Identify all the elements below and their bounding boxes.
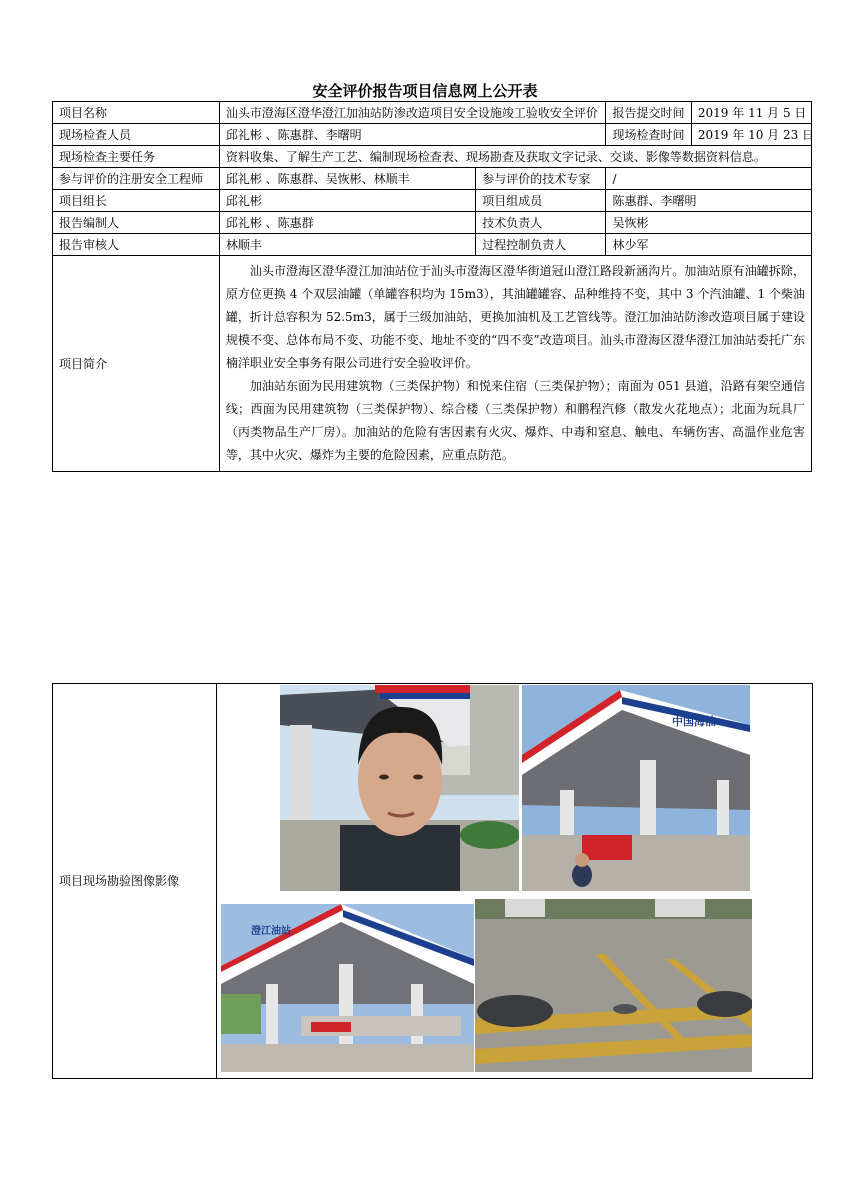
tech-value: 吴恢彬 (606, 212, 812, 234)
inspect-time-label: 现场检查时间 (606, 124, 691, 146)
intro-paragraph-1: 汕头市澄海区澄华澄江加油站位于汕头市澄海区澄华街道冠山澄江路段新涵沟片。加油站原有油罐拆除，原方位更换 4 个双层油罐（单罐容积均为 15m3），其油罐罐容、品种维持不变，其中 3 个汽油罐、1 个柴油罐，折计总容积为 52.5m3，属于三级加油站，更换加油机及工艺管线等。澄江加油站防渗改造项目属于建设规模不变、总体布局不变、功能不变、地址不变的“四不变”改造项目。汕头市澄海区澄华澄江加油站委托广东楠洋职业安全事务有限公司进行安全验收评价。 (225, 264, 805, 370)
leader-value: 邱礼彬 (219, 190, 475, 212)
photo-selfie (280, 685, 519, 891)
project-name-value: 汕头市澄海区澄华澄江加油站防渗改造项目安全设施竣工验收安全评价 (219, 102, 606, 124)
reviewer-label: 报告审核人 (53, 234, 220, 256)
submit-time-value: 2019 年 11 月 5 日 (691, 102, 811, 124)
leader-label: 项目组长 (53, 190, 220, 212)
process-value: 林少军 (606, 234, 812, 256)
tasks-label: 现场检查主要任务 (53, 146, 220, 168)
photo2-sign-text: 中国海油 (672, 714, 716, 728)
photo-canopy-2 (221, 904, 474, 1072)
reviewer-value: 林顺丰 (219, 234, 475, 256)
photo3-sign-text: 澄江油站 (251, 925, 291, 937)
process-label: 过程控制负责人 (476, 234, 606, 256)
project-name-label: 项目名称 (53, 102, 220, 124)
inspectors-label: 现场检查人员 (53, 124, 220, 146)
writers-value: 邱礼彬 、陈惠群 (219, 212, 475, 234)
photo-canopy-1 (522, 685, 750, 891)
experts-label: 参与评价的技术专家 (476, 168, 606, 190)
inspect-time-value: 2019 年 10 月 23 日 (691, 124, 811, 146)
tasks-value: 资料收集、了解生产工艺、编制现场检查表、现场勘查及获取文字记录、交谈、影像等数据资料信息。 (219, 146, 811, 168)
photos-label: 项目现场勘验图像影像 (53, 684, 217, 1079)
experts-value: / (606, 168, 812, 190)
members-value: 陈惠群、李曙明 (606, 190, 812, 212)
photos-table (52, 683, 813, 1079)
submit-time-label: 报告提交时间 (606, 102, 691, 124)
tech-label: 技术负责人 (476, 212, 606, 234)
photo-forecourt (475, 899, 752, 1072)
photos-area (217, 685, 812, 1078)
members-label: 项目组成员 (476, 190, 606, 212)
engineers-label: 参与评价的注册安全工程师 (53, 168, 220, 190)
inspectors-value: 邱礼彬 、陈惠群、李曙明 (219, 124, 606, 146)
info-table (52, 101, 815, 472)
intro-paragraph-2: 加油站东面为民用建筑物（三类保护物）和悦来住宿（三类保护物）；南面为 051 县道，沿路有架空通信线；西面为民用建筑物（三类保护物）、综合楼（三类保护物）和鹏程汽修（散发火花地点）；北面为玩具厂（丙类物品生产厂房）。加油站的危险有害因素有火灾、爆炸、中毒和窒息、触电、车辆伤害、高温作业危害等，其中火灾、爆炸为主要的危险因素，应重点防范。 (225, 379, 805, 462)
page-title: 安全评价报告项目信息网上公开表 (312, 82, 538, 100)
writers-label: 报告编制人 (53, 212, 220, 234)
engineers-value: 邱礼彬 、陈惠群、吴恢彬、林顺丰 (219, 168, 475, 190)
intro-label: 项目简介 (53, 256, 220, 472)
intro-text (219, 256, 811, 472)
